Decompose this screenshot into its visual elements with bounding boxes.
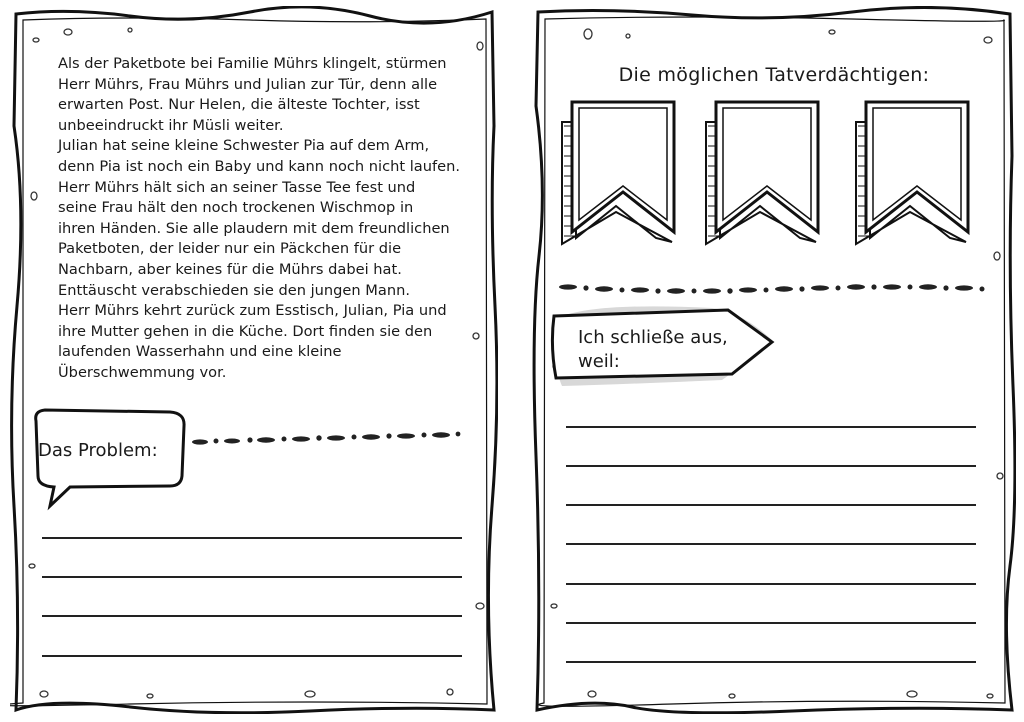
story-text: Als der Paketbote bei Familie Mührs klingelt, stürmen Herr Mührs, Frau Mührs und Julian zur Tür, denn alle erwarten Post. Nur Helen, die älteste Tochter, isst unbeeindruckt ihr Müsli weiter. Julian hat seine kleine Schwester Pia auf dem Arm, denn Pia ist noch ein Baby und kann noch nicht laufen. Herr Mührs hält sich an seiner Tasse Tee fest und seine Frau hält den noch trockenen Wischmop in ihren Händen. Sie alle plaudern mit dem freundlichen Paketboten, der leider nur ein Päckchen für die Nachbarn, aber keines für die Mührs dabei hat. Enttäuscht verabschieden sie den jungen Mann. Herr Mührs kehrt zurück zum Esstisch, Julian, Pia und ihre Mutter gehen in die Küche. Dort finden sie den laufenden Wasserhahn und eine kleine Überschwemmung vor. (58, 55, 460, 381)
reason-line-2[interactable] (566, 465, 976, 467)
suspects-title: Die möglichen Tatverdächtigen: (618, 64, 930, 86)
problem-label: Das Problem: (38, 440, 158, 461)
reason-line-5[interactable] (566, 583, 976, 585)
reason-line-3[interactable] (566, 504, 976, 506)
answer-line-2[interactable] (42, 576, 462, 578)
answer-line-3[interactable] (42, 615, 462, 617)
reason-line-1[interactable] (566, 426, 976, 428)
story-card (10, 6, 498, 714)
suspects-card (532, 6, 1016, 714)
answer-line-4[interactable] (42, 655, 462, 657)
reason-line-4[interactable] (566, 543, 976, 545)
exclude-label: Ich schließe aus, weil: (578, 327, 728, 372)
reason-line-7[interactable] (566, 661, 976, 663)
answer-line-1[interactable] (42, 537, 462, 539)
reason-line-6[interactable] (566, 622, 976, 624)
